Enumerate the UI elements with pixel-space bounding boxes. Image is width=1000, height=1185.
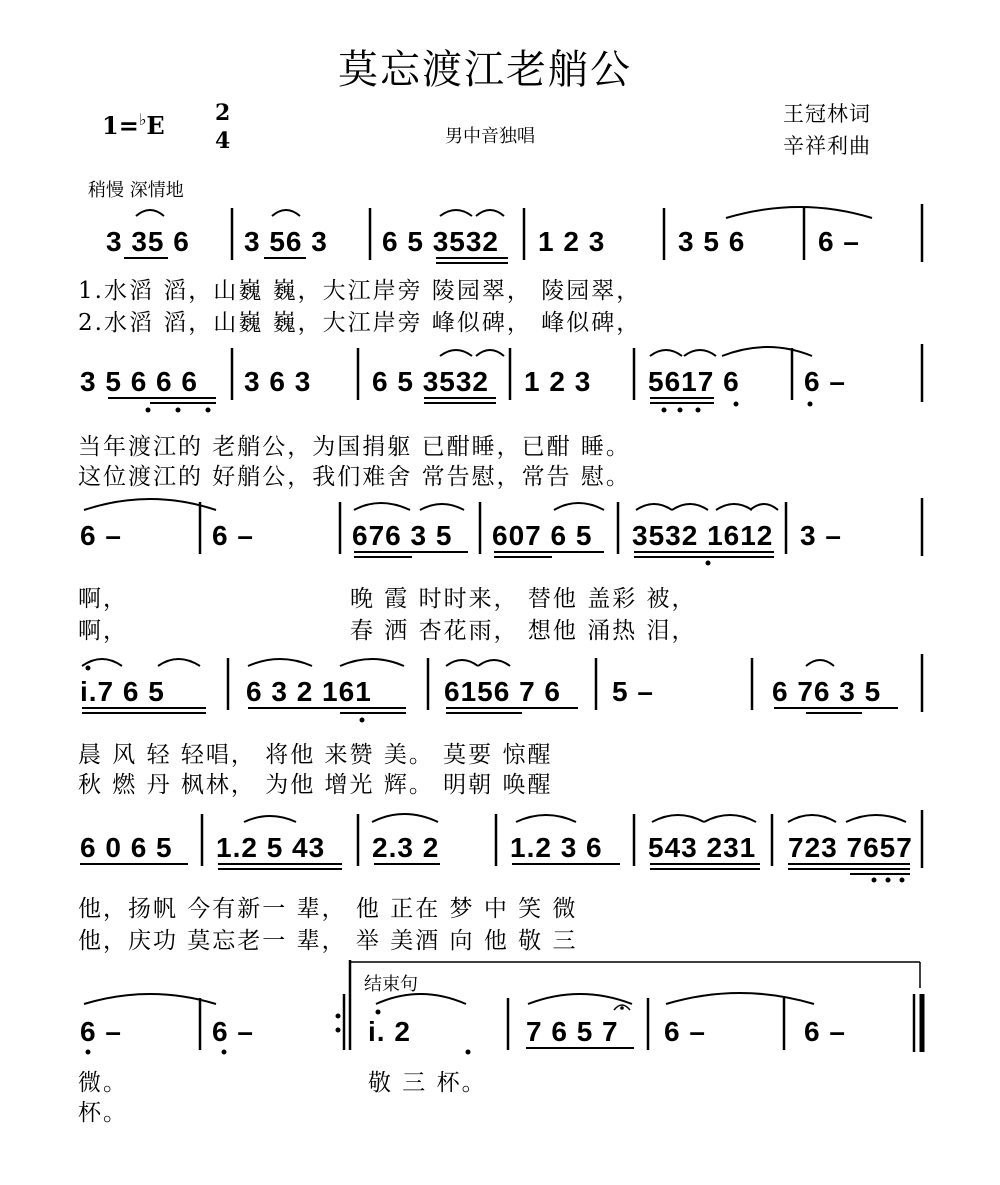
barlines bbox=[200, 204, 922, 1052]
staff-3-bar-3: 676 3 5 bbox=[352, 520, 453, 551]
staff-3-bar-5: 3532 1612 bbox=[632, 520, 774, 551]
staff-6-bar-4: 7 6 5 7 bbox=[526, 1016, 619, 1047]
staff-1-bar-3: 6 5 3532 bbox=[382, 226, 499, 257]
staff-5-verse-2: 他，庆功 莫忘老一 辈， 举 美酒 向 他 敬 三 bbox=[78, 928, 578, 954]
ending-label: 结束句 bbox=[364, 974, 418, 995]
staff-4-bar-5: 6 76 3 5 bbox=[772, 676, 882, 707]
staff-6-verse-2: 杯。 bbox=[78, 1100, 128, 1126]
time-signature-top: 2 bbox=[215, 100, 231, 126]
staff-2-bar-4: 1 2 3 bbox=[524, 366, 592, 397]
staff-2-bar-3: 6 5 3532 bbox=[372, 366, 489, 397]
staff-3-verse-2-tail: 春 洒 杏花雨， 想他 涌热 泪， bbox=[350, 618, 697, 644]
staff-2-verse-1: 当年渡江的 老艄公，为国捐躯 已酣睡，已酣 睡。 bbox=[78, 434, 631, 460]
staff-3-bar-6: 3 – bbox=[800, 520, 842, 551]
lyricist-credit: 王冠林词 bbox=[783, 102, 871, 126]
composer-credit: 辛祥利曲 bbox=[783, 134, 871, 158]
slurs bbox=[82, 207, 906, 1004]
staff-2-bar-2: 3 6 3 bbox=[244, 366, 312, 397]
staff-2-bar-6: 6 – bbox=[804, 366, 846, 397]
staff-5-verse-1: 他，扬帆 今有新一 辈， 他 正在 梦 中 笑 微 bbox=[78, 896, 578, 922]
staff-5-bar-3: 2.3 2 bbox=[372, 832, 440, 863]
staff-5-bar-6: 723 7657 bbox=[788, 832, 913, 863]
key-note: E bbox=[146, 111, 165, 140]
staff-2-bar-5: 5617 6 bbox=[648, 366, 740, 397]
staff-3-bar-4: 607 6 5 bbox=[492, 520, 593, 551]
key-prefix: 1= bbox=[102, 111, 139, 140]
staff-2-verse-2: 这位渡江的 好艄公，我们难舍 常告慰，常告 慰。 bbox=[78, 464, 631, 490]
staff-5-bar-5: 543 231 bbox=[648, 832, 757, 863]
staff-3-verse-1: 啊， bbox=[78, 586, 128, 612]
staff-2-bar-1: 3 5 6 6 6 bbox=[80, 366, 198, 397]
staff-4-bar-3: 6156 7 6 bbox=[444, 676, 561, 707]
staff-6-bar-5: 6 – bbox=[664, 1016, 706, 1047]
staff-5-bar-4: 1.2 3 6 bbox=[510, 832, 603, 863]
staff-1-verse-1: 1.水滔 滔，山巍 巍，大江岸旁 陵园翠， 陵园翠， bbox=[78, 278, 642, 304]
staff-6-bar-3: i. 2 bbox=[368, 1016, 411, 1047]
staff-6-verse-tail: 敬 三 杯。 bbox=[368, 1070, 487, 1096]
staff-4-bar-1: i.7 6 5 bbox=[80, 676, 165, 707]
staff-4-verse-1: 晨 风 轻 轻唱， 将他 来赞 美。 莫要 惊醒 bbox=[78, 742, 553, 768]
staff-1-bar-6: 6 – bbox=[818, 226, 860, 257]
staff-1-verse-2: 2.水滔 滔，山巍 巍，大江岸旁 峰似碑， 峰似碑， bbox=[78, 310, 642, 336]
staff-4-bar-4: 5 – bbox=[612, 676, 654, 707]
staff-6-bar-6: 6 – bbox=[804, 1016, 846, 1047]
fermata-dot bbox=[620, 1006, 624, 1010]
staff-1-bar-2: 3 56 3 bbox=[244, 226, 328, 257]
performance-note: 男中音独唱 bbox=[445, 126, 535, 147]
song-title: 莫忘渡江老艄公 bbox=[338, 47, 632, 93]
staff-5-bar-2: 1.2 5 43 bbox=[216, 832, 326, 863]
staff-6-bar-2: 6 – bbox=[212, 1016, 254, 1047]
octave-dots bbox=[86, 402, 905, 1055]
staff-3-bar-1: 6 – bbox=[80, 520, 122, 551]
time-signature-bottom: 4 bbox=[215, 128, 231, 154]
staff-4-bar-2: 6 3 2 161 bbox=[246, 676, 372, 707]
repeat-dots bbox=[336, 1014, 341, 1033]
staff-1-bar-4: 1 2 3 bbox=[538, 226, 606, 257]
tempo-marking: 稍慢 深情地 bbox=[88, 180, 184, 201]
staff-3-verse-2: 啊， bbox=[78, 618, 128, 644]
staff-3-verse-1-tail: 晚 霞 时时来， 替他 盖彩 被， bbox=[350, 586, 697, 612]
staff-1-bar-1: 3 35 6 bbox=[106, 226, 190, 257]
staff-6-bar-1: 6 – bbox=[80, 1016, 122, 1047]
key-flat: ♭ bbox=[138, 110, 147, 129]
note-underlines bbox=[80, 258, 910, 1048]
staff-3-bar-2: 6 – bbox=[212, 520, 254, 551]
staff-4-verse-2: 秋 燃 丹 枫林， 为他 增光 辉。 明朝 唤醒 bbox=[78, 772, 553, 798]
staff-5-bar-1: 6 0 6 5 bbox=[80, 832, 173, 863]
staff-6-verse-1: 微。 bbox=[78, 1070, 128, 1096]
staff-1-bar-5: 3 5 6 bbox=[678, 226, 746, 257]
